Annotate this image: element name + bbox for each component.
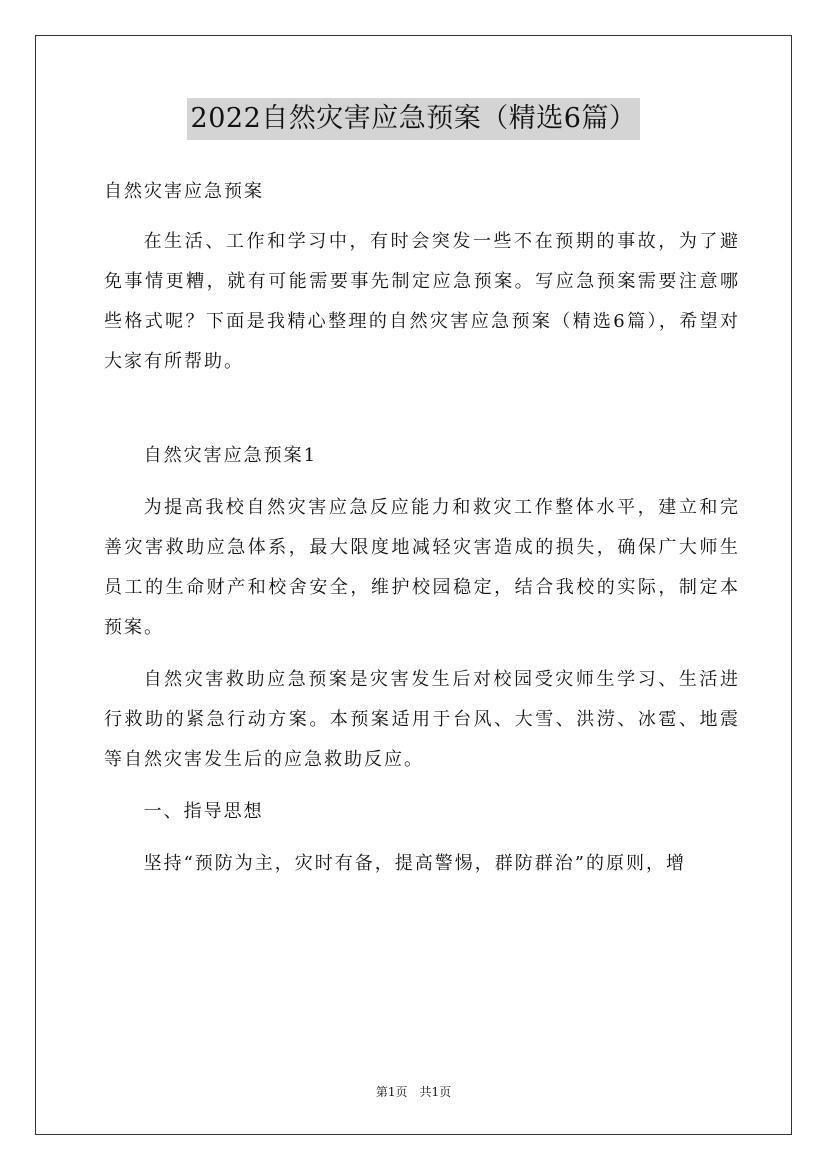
spacer <box>104 648 740 660</box>
spacer <box>104 382 740 436</box>
spacer <box>104 832 740 844</box>
section-heading: 自然灾害应急预案1 <box>143 445 318 466</box>
guiding-heading: 一、指导思想 <box>143 801 264 822</box>
spacer <box>104 476 740 488</box>
document-title: 2022自然灾害应急预案（精选6篇） <box>187 98 641 140</box>
intro-paragraph: 在生活、工作和学习中，有时会突发一些不在预期的事故，为了避免事情更糟，就有可能需要事先制定应急预案。写应急预案需要注意哪些格式呢？下面是我精心整理的自然灾害应急预案（精选6篇），希望对大家有所帮助。 <box>104 231 740 372</box>
body-paragraph-3: 坚持“预防为主，灾时有备，提高警惕，群防群治”的原则，增 <box>143 853 686 874</box>
body-paragraph-1: 为提高我校自然灾害应急反应能力和救灾工作整体水平，建立和完善灾害救助应急体系，最大限度地减轻灾害造成的损失，确保广大师生员工的生命财产和校舍安全，维护校园稳定，结合我校的实际，制定本预案。 <box>104 497 740 638</box>
body-paragraph-2: 自然灾害救助应急预案是灾害发生后对校园受灾师生学习、生活进行救助的紧急行动方案。本预案适用于台风、大雪、洪涝、冰雹、地震等自然灾害发生后的应急救助反应。 <box>104 669 740 770</box>
spacer <box>104 780 740 792</box>
page-number: 第1页 <box>375 1085 408 1099</box>
spacer <box>104 212 740 222</box>
page-footer <box>0 1082 827 1102</box>
document-body <box>104 172 740 884</box>
document-subtitle: 自然灾害应急预案 <box>104 181 264 202</box>
page-total: 共1页 <box>419 1085 452 1099</box>
title-container <box>0 98 827 140</box>
